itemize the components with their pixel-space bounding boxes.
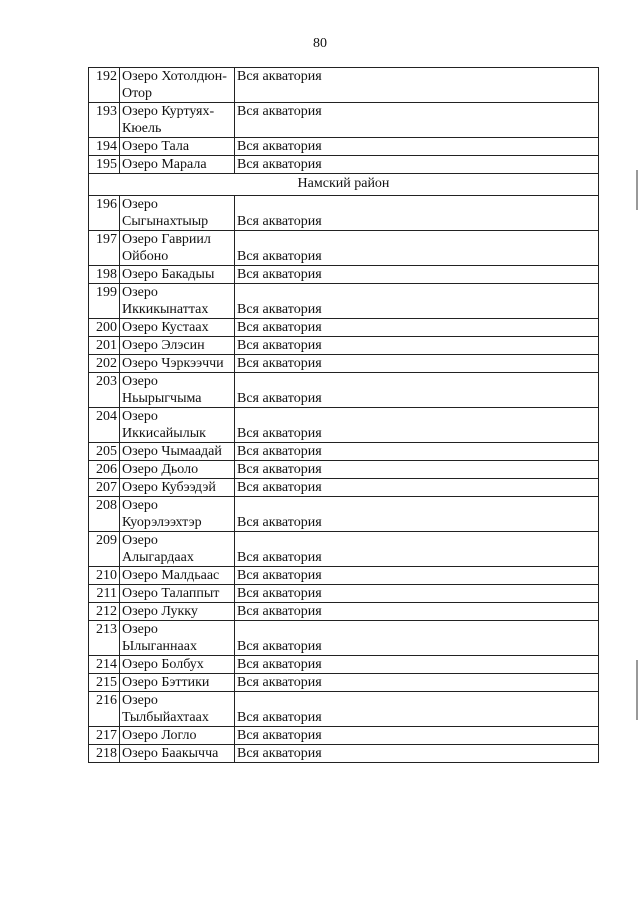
table-row: [89, 497, 599, 532]
table-row: [89, 138, 599, 156]
water-area-description: Вся акватория: [235, 692, 599, 727]
water-body-name: Озеро Чэркээччи: [120, 355, 235, 373]
water-area-description: Вся акватория: [235, 532, 599, 567]
water-area-description: Вся акватория: [235, 567, 599, 585]
table-row: [89, 337, 599, 355]
row-number: 201: [89, 337, 120, 355]
row-number: 199: [89, 284, 120, 319]
water-area-description: Вся акватория: [235, 674, 599, 692]
table-row: [89, 156, 599, 174]
table-row: [89, 231, 599, 266]
water-body-name: Озеро Малдьаас: [120, 567, 235, 585]
water-body-name: Озеро Логло: [120, 727, 235, 745]
table-row: [89, 692, 599, 727]
water-body-name: Озеро Талаппыт: [120, 585, 235, 603]
row-number: 203: [89, 373, 120, 408]
table-row: [89, 319, 599, 337]
water-area-description: Вся акватория: [235, 337, 599, 355]
water-body-name: Озеро Иккисайылык: [120, 408, 235, 443]
row-number: 215: [89, 674, 120, 692]
water-body-name: Озеро Тала: [120, 138, 235, 156]
water-area-description: Вся акватория: [235, 68, 599, 103]
water-area-description: Вся акватория: [235, 284, 599, 319]
row-number: 193: [89, 103, 120, 138]
table-row: [89, 461, 599, 479]
water-area-description: Вся акватория: [235, 266, 599, 284]
water-area-description: Вся акватория: [235, 196, 599, 231]
row-number: 194: [89, 138, 120, 156]
water-area-description: Вся акватория: [235, 745, 599, 763]
table-row: [89, 621, 599, 656]
table-body-before: [89, 68, 599, 174]
row-number: 197: [89, 231, 120, 266]
district-section: [89, 174, 599, 196]
water-body-name: Озеро Элэсин: [120, 337, 235, 355]
table-row: [89, 68, 599, 103]
water-area-description: Вся акватория: [235, 355, 599, 373]
water-body-name: Озеро Лукку: [120, 603, 235, 621]
water-area-description: Вся акватория: [235, 319, 599, 337]
water-area-description: Вся акватория: [235, 408, 599, 443]
water-body-name: Озеро Алыгардаах: [120, 532, 235, 567]
water-area-description: Вся акватория: [235, 621, 599, 656]
water-body-name: Озеро Иккикынаттах: [120, 284, 235, 319]
row-number: 213: [89, 621, 120, 656]
water-body-name: Озеро Баакычча: [120, 745, 235, 763]
table-row: [89, 674, 599, 692]
table-row: [89, 585, 599, 603]
scan-edge-mark: [636, 660, 638, 720]
scan-edge-mark: [636, 170, 638, 210]
water-body-name: Озеро Тылбыйахтаах: [120, 692, 235, 727]
water-body-name: Озеро Кубээдэй: [120, 479, 235, 497]
row-number: 211: [89, 585, 120, 603]
water-body-name: Озеро Бакадыы: [120, 266, 235, 284]
row-number: 200: [89, 319, 120, 337]
water-area-description: Вся акватория: [235, 231, 599, 266]
page-number: 80: [313, 36, 327, 51]
water-body-name: Озеро Куорэлээхтэр: [120, 497, 235, 532]
water-area-description: Вся акватория: [235, 156, 599, 174]
row-number: 202: [89, 355, 120, 373]
water-area-description: Вся акватория: [235, 603, 599, 621]
table-row: [89, 567, 599, 585]
table-row: [89, 196, 599, 231]
water-area-description: Вся акватория: [235, 656, 599, 674]
water-body-name: Озеро Ылыганнаах: [120, 621, 235, 656]
water-area-description: Вся акватория: [235, 443, 599, 461]
row-number: 216: [89, 692, 120, 727]
row-number: 214: [89, 656, 120, 674]
water-body-name: Озеро Ньырыгчыма: [120, 373, 235, 408]
table-row: [89, 532, 599, 567]
water-body-name: Озеро Марала: [120, 156, 235, 174]
row-number: 210: [89, 567, 120, 585]
table-row: [89, 373, 599, 408]
row-number: 217: [89, 727, 120, 745]
water-body-name: Озеро Хотолдюн-Отор: [120, 68, 235, 103]
row-number: 205: [89, 443, 120, 461]
table-row: [89, 727, 599, 745]
table-row: [89, 284, 599, 319]
district-row: [89, 174, 599, 196]
water-bodies-table: [88, 67, 599, 763]
table-row: [89, 266, 599, 284]
water-area-description: Вся акватория: [235, 497, 599, 532]
water-area-description: Вся акватория: [235, 479, 599, 497]
water-area-description: Вся акватория: [235, 727, 599, 745]
table-row: [89, 355, 599, 373]
water-body-name: Озеро Болбух: [120, 656, 235, 674]
table-row: [89, 603, 599, 621]
water-body-name: Озеро Чымаадай: [120, 443, 235, 461]
water-body-name: Озеро Дьоло: [120, 461, 235, 479]
row-number: 218: [89, 745, 120, 763]
table-row: [89, 479, 599, 497]
water-body-name: Озеро Кустаах: [120, 319, 235, 337]
table-row: [89, 408, 599, 443]
row-number: 212: [89, 603, 120, 621]
water-body-name: Озеро Бэттики: [120, 674, 235, 692]
water-body-name: Озеро Гавриил Ойбоно: [120, 231, 235, 266]
water-area-description: Вся акватория: [235, 373, 599, 408]
row-number: 204: [89, 408, 120, 443]
row-number: 208: [89, 497, 120, 532]
row-number: 207: [89, 479, 120, 497]
water-area-description: Вся акватория: [235, 103, 599, 138]
table-row: [89, 443, 599, 461]
row-number: 192: [89, 68, 120, 103]
table-row: [89, 656, 599, 674]
row-number: 198: [89, 266, 120, 284]
district-name: Намский район: [89, 174, 599, 196]
table-body-after: [89, 196, 599, 763]
row-number: 206: [89, 461, 120, 479]
row-number: 209: [89, 532, 120, 567]
water-area-description: Вся акватория: [235, 138, 599, 156]
water-body-name: Озеро Сыгынахтыыр: [120, 196, 235, 231]
water-body-name: Озеро Куртуях-Кюель: [120, 103, 235, 138]
row-number: 196: [89, 196, 120, 231]
water-area-description: Вся акватория: [235, 461, 599, 479]
water-area-description: Вся акватория: [235, 585, 599, 603]
row-number: 195: [89, 156, 120, 174]
table-row: [89, 745, 599, 763]
table-row: [89, 103, 599, 138]
